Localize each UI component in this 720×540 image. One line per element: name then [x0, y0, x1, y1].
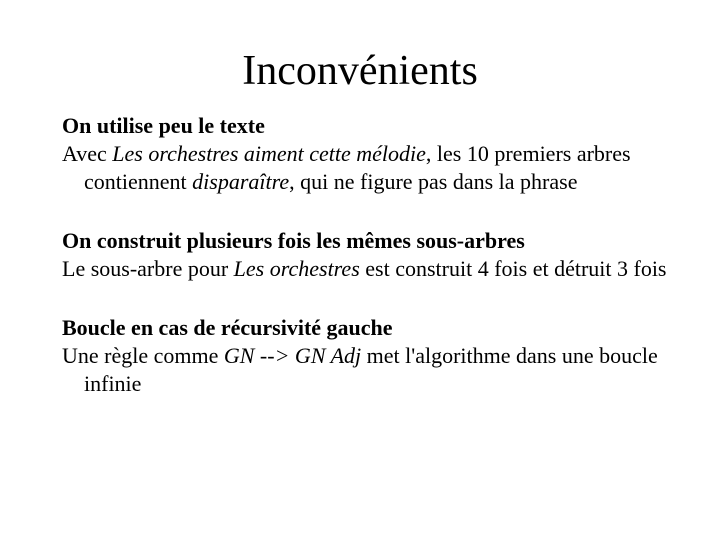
section-body	[62, 140, 682, 196]
slide-content	[62, 112, 682, 398]
body-text: Avec	[62, 141, 113, 166]
section-repeated-subtrees	[62, 227, 682, 283]
section-left-recursion	[62, 314, 682, 398]
body-text: , qui ne figure pas dans la phrase	[289, 169, 578, 194]
section-heading: Boucle en cas de récursivité gauche	[62, 315, 393, 340]
section-little-text-usage	[62, 112, 682, 196]
section-body	[62, 255, 682, 283]
section-body	[62, 342, 682, 398]
body-text: , les 10 premiers arbres contiennent	[84, 141, 631, 194]
slide-title: Inconvénients	[242, 48, 478, 94]
body-text: est construit 4 fois et détruit 3 fois	[359, 256, 667, 281]
body-text: Le sous-arbre pour	[62, 256, 234, 281]
example-phrase: Les orchestres	[233, 256, 360, 281]
example-sentence: Les orchestres aiment cette mélodie	[112, 141, 426, 166]
grammar-rule: GN --> GN Adj	[223, 343, 362, 368]
section-heading: On utilise peu le texte	[62, 113, 265, 138]
body-text: met l'algorithme dans une boucle infinie	[84, 343, 658, 396]
section-heading: On construit plusieurs fois les mêmes sous-arbres	[62, 228, 525, 253]
body-text: Une règle comme	[62, 343, 224, 368]
example-word: disparaître	[192, 169, 290, 194]
